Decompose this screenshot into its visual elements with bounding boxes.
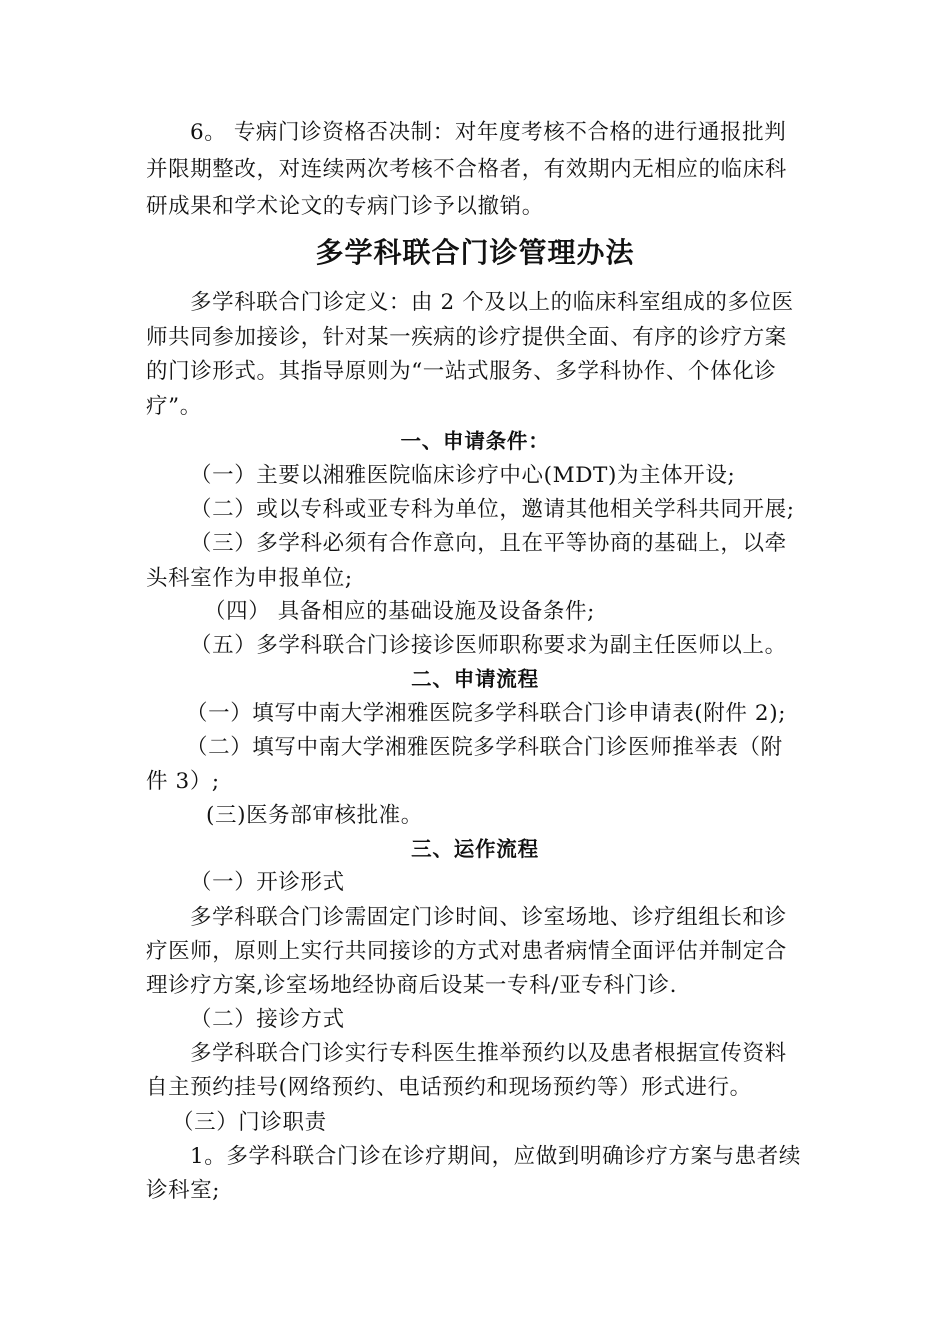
section3-sub2-line-2: 自主预约挂号(网络预约、电话预约和现场预约等）形式进行。 (146, 1075, 752, 1100)
definition-line-2: 师共同参加接诊，针对某一疾病的诊疗提供全面、有序的诊疗方案 (146, 325, 787, 350)
section2-item-2-cont: 件 3）; (146, 769, 220, 794)
section3-sub1-line-2: 疗医师，原则上实行共同接诊的方式对患者病情全面评估并制定合 (146, 939, 787, 964)
section3-heading: 三、运作流程 (411, 837, 539, 861)
section3-sub2-line-1: 多学科联合门诊实行专科医生推举预约以及患者根据宣传资料 (190, 1041, 787, 1066)
section1-item-3-cont: 头科室作为申报单位; (146, 566, 353, 591)
section3-sub1-line-3: 理诊疗方案,诊室场地经协商后设某一专科/亚专科门诊. (146, 973, 678, 998)
item6-line-2: 并限期整改，对连续两次考核不合格者，有效期内无相应的临床科 (146, 157, 787, 182)
section3-sub2-title: （二）接诊方式 (190, 1007, 345, 1032)
section1-item-3: （三）多学科必须有合作意向，且在平等协商的基础上，以牵 (190, 531, 787, 556)
section3-sub1-line-1: 多学科联合门诊需固定门诊时间、诊室场地、诊疗组组长和诊 (190, 905, 787, 930)
section1-heading: 一、申请条件： (400, 429, 550, 453)
section3-sub1-title: （一）开诊形式 (190, 870, 345, 895)
document-title: 多学科联合门诊管理办法 (315, 236, 635, 269)
section1-item-2: （二）或以专科或亚专科为单位，邀请其他相关学科共同开展; (190, 497, 795, 522)
section1-item-1: （一）主要以湘雅医院临床诊疗中心(MDT)为主体开设; (190, 463, 736, 488)
section2-item-2: （二）填写中南大学湘雅医院多学科联合门诊医师推举表（附 (186, 735, 783, 760)
section2-item-3: (三)医务部审核批准。 (206, 803, 423, 828)
section3-sub3-line-1: 1。多学科联合门诊在诊疗期间，应做到明确诊疗方案与患者续 (190, 1144, 801, 1169)
item6-line-1: 6。 专病门诊资格否决制：对年度考核不合格的进行通报批判 (190, 120, 787, 145)
section1-item-5: （五）多学科联合门诊接诊医师职称要求为副主任医师以上。 (190, 633, 787, 658)
definition-line-3: 的门诊形式。其指导原则为“一站式服务、多学科协作、个体化诊 (146, 359, 777, 384)
section2-heading: 二、申请流程 (411, 667, 539, 691)
section1-item-4: （四） 具备相应的基础设施及设备条件; (204, 599, 595, 624)
definition-line-4: 疗”。 (146, 394, 202, 419)
section3-sub3-line-2: 诊科室; (146, 1178, 221, 1203)
section2-item-1: （一）填写中南大学湘雅医院多学科联合门诊申请表(附件 2); (186, 701, 787, 726)
item6-line-3: 研成果和学术论文的专病门诊予以撤销。 (146, 194, 544, 219)
definition-line-1: 多学科联合门诊定义：由 2 个及以上的临床科室组成的多位医 (190, 290, 794, 315)
section3-sub3-title: （三）门诊职责 (172, 1110, 327, 1135)
